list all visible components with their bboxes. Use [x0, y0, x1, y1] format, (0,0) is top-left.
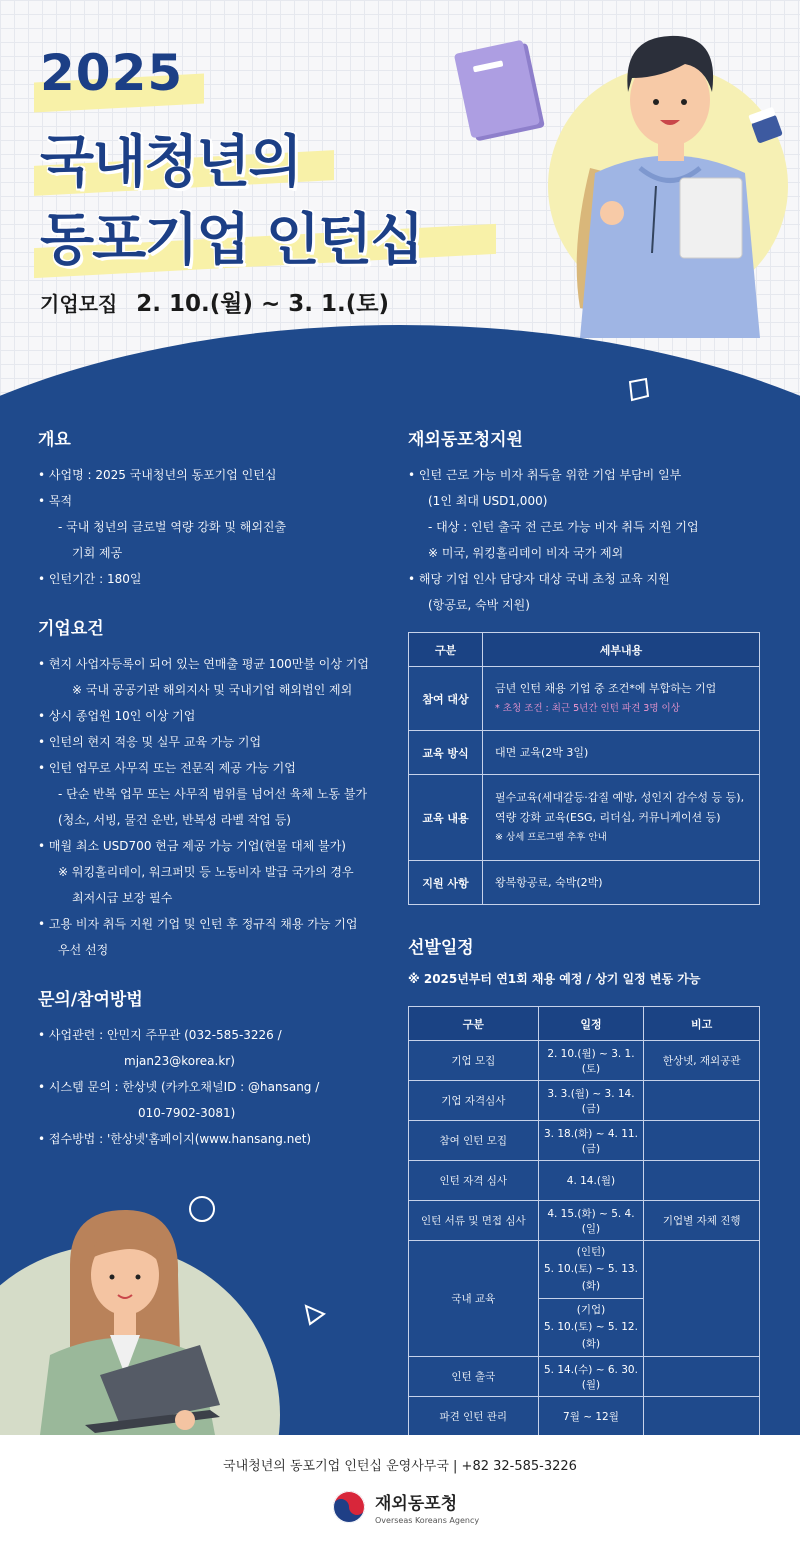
section-title-overview: 개요 [38, 430, 71, 450]
schedule-date [538, 1241, 644, 1299]
contact-phone: 010-7902-3081) [138, 1106, 236, 1120]
agency-name [375, 1489, 479, 1525]
support-detail-table [408, 632, 760, 905]
table-key-cell: 교육 내용 [409, 775, 483, 861]
table-header-cell: 구분 [409, 633, 483, 667]
hero-year: 2025 [40, 44, 184, 102]
overview-subitem: - 국내 청년의 글로벌 역량 강화 및 해외진출 [58, 520, 287, 534]
schedule-date: 3. 3.(월) ~ 3. 14.(금) [538, 1081, 644, 1121]
schedule-date: 2. 10.(월) ~ 3. 1.(토) [538, 1041, 644, 1081]
table-value-text: 금년 인턴 채용 기업 중 조건*에 부합하는 기업 [495, 681, 717, 695]
schedule-date: 4. 14.(월) [538, 1161, 644, 1201]
table-row [409, 1121, 760, 1161]
schedule-remark [644, 1357, 760, 1397]
support-item: • 해당 기업 인사 담당자 대상 국내 초청 교육 지원 [408, 566, 764, 592]
circle-decoration [189, 1196, 215, 1222]
requirement-item: • 매월 최소 USD700 현금 제공 가능 기업(현물 대체 불가) [38, 833, 378, 859]
contact-item: • 사업관련 : 안민지 주무관 (032-585-3226 / [38, 1022, 378, 1048]
left-column [38, 425, 378, 1152]
footer-contact-text: 국내청년의 동포기업 인턴십 운영사무국 | +82 32-585-3226 [223, 1459, 577, 1474]
contact-website[interactable]: • 접수방법 : '한상넷'홈페이지(www.hansang.net) [38, 1126, 378, 1152]
schedule-date: 3. 18.(화) ~ 4. 11.(금) [538, 1121, 644, 1161]
schedule-remark: 한상넷, 재외공관 [644, 1041, 760, 1081]
table-row [409, 667, 760, 731]
schedule-remark [644, 1121, 760, 1161]
schedule-category: 인턴 자격 심사 [409, 1161, 539, 1201]
requirement-note: ※ 워킹홀리데이, 워크퍼밋 등 노동비자 발급 국가의 경우 [58, 865, 354, 879]
table-row [409, 1397, 760, 1437]
table-row [409, 1357, 760, 1397]
footer [0, 1435, 800, 1545]
diamond-decoration-icon [624, 376, 652, 404]
table-key-cell: 교육 방식 [409, 731, 483, 775]
requirement-subitem: - 단순 반복 업무 또는 사무직 범위를 넘어선 육체 노동 불가 [58, 787, 368, 801]
hero-banner [0, 0, 800, 400]
requirement-note: ※ 국내 공공기관 해외지사 및 국내기업 해외법인 제외 [72, 683, 353, 697]
requirement-item: • 인턴 업무로 사무직 또는 전문직 제공 가능 기업 [38, 755, 378, 781]
support-subitem: - 대상 : 인턴 출국 전 근로 가능 비자 취득 지원 기업 [428, 520, 699, 534]
schedule-category: 기업 모집 [409, 1041, 539, 1081]
schedule-category: 인턴 출국 [409, 1357, 539, 1397]
requirement-note: 최저시급 보장 필수 [72, 891, 173, 905]
table-value-note: * 초청 조건 : 최근 5년간 인턴 파견 3명 이상 [495, 702, 680, 714]
schedule-date-label: (인턴) [576, 1246, 606, 1258]
schedule-category: 참여 인턴 모집 [409, 1121, 539, 1161]
support-subitem: (1인 최대 USD1,000) [428, 494, 548, 508]
schedule-date [538, 1299, 644, 1357]
schedule-remark [644, 1241, 760, 1357]
table-row [409, 1041, 760, 1081]
hero-title-line2: 동포기업 인턴십 [40, 208, 423, 273]
requirement-item: • 인턴의 현지 적응 및 실무 교육 가능 기업 [38, 729, 378, 755]
triangle-decoration-icon [302, 1302, 328, 1328]
schedule-remark: 기업별 자체 진행 [644, 1201, 760, 1241]
table-header-cell: 비고 [644, 1007, 760, 1041]
table-value-text: 역량 강화 교육(ESG, 리더십, 커뮤니케이션 등) [495, 810, 721, 824]
table-row [409, 1161, 760, 1201]
overview-item: • 사업명 : 2025 국내청년의 동포기업 인턴십 [38, 462, 378, 488]
requirement-subitem: (청소, 서빙, 물건 운반, 반복성 라벨 작업 등) [58, 813, 291, 827]
book-icon [454, 40, 540, 139]
support-subitem: (항공료, 숙박 지원) [428, 598, 530, 612]
table-value-note: ※ 상세 프로그램 추후 안내 [495, 831, 607, 843]
table-key-cell: 지원 사항 [409, 861, 483, 905]
right-column [408, 425, 764, 1437]
schedule-remark [644, 1397, 760, 1437]
table-header-row [409, 633, 760, 667]
schedule-date-value: 5. 10.(토) ~ 5. 13.(화) [544, 1263, 638, 1292]
schedule-date: 7월 ~ 12월 [538, 1397, 644, 1437]
table-key-cell: 참여 대상 [409, 667, 483, 731]
table-header-cell: 구분 [409, 1007, 539, 1041]
schedule-category: 기업 자격심사 [409, 1081, 539, 1121]
overview-item: • 인턴기간 : 180일 [38, 566, 378, 592]
schedule-category: 인턴 서류 및 면접 심사 [409, 1201, 539, 1241]
schedule-remark [644, 1161, 760, 1201]
table-value-cell: 왕복항공료, 숙박(2박) [483, 861, 760, 905]
schedule-table [408, 1006, 760, 1437]
schedule-date: 4. 15.(화) ~ 5. 4.(일) [538, 1201, 644, 1241]
schedule-category: 파견 인턴 관리 [409, 1397, 539, 1437]
table-value-cell: 대면 교육(2박 3일) [483, 731, 760, 775]
agency-name-english: Overseas Koreans Agency [375, 1516, 480, 1525]
schedule-category: 국내 교육 [409, 1241, 539, 1357]
contact-email[interactable]: mjan23@korea.kr) [124, 1054, 235, 1068]
schedule-remark [644, 1081, 760, 1121]
table-row [409, 861, 760, 905]
main-content [0, 400, 800, 1435]
table-row [409, 731, 760, 775]
agency-logo [333, 1487, 479, 1527]
requirement-item: • 현지 사업자등록이 되어 있는 연매출 평균 100만불 이상 기업 [38, 651, 378, 677]
section-title-schedule: 선발일정 [408, 938, 474, 958]
table-value-text: 필수교육(세대갈등·갑질 예방, 성인지 감수성 등 등), [495, 790, 745, 804]
section-title-support: 재외동포청지원 [408, 430, 523, 450]
requirement-subitem: 우선 선정 [58, 943, 109, 957]
hero-title-line1: 국내청년의 [40, 130, 301, 195]
student-girl-illustration [30, 1205, 230, 1435]
overview-subitem: 기회 제공 [72, 546, 123, 560]
taegeuk-logo-icon [333, 1491, 365, 1523]
schedule-date-label: (기업) [576, 1304, 606, 1316]
support-note: ※ 미국, 워킹홀리데이 비자 국가 제외 [428, 546, 624, 560]
schedule-note: ※ 2025년부터 연1회 채용 예정 / 상기 일정 변동 가능 [408, 972, 701, 986]
table-row [409, 1081, 760, 1121]
support-item: • 인턴 근로 가능 비자 취득을 위한 기업 부담비 일부 [408, 462, 764, 488]
section-title-contact: 문의/참여방법 [38, 990, 143, 1010]
schedule-date: 5. 14.(수) ~ 6. 30.(월) [538, 1357, 644, 1397]
table-value-cell [483, 667, 760, 731]
recruit-label: 기업모집 [40, 292, 118, 316]
table-row [409, 1201, 760, 1241]
table-value-cell [483, 775, 760, 861]
overview-item: • 목적 [38, 488, 378, 514]
requirement-item: • 고용 비자 취득 지원 기업 및 인턴 후 정규직 채용 가능 기업 [38, 911, 378, 937]
table-row [409, 1241, 760, 1299]
table-row [409, 775, 760, 861]
table-header-cell: 일정 [538, 1007, 644, 1041]
contact-item: • 시스템 문의 : 한상넷 (카카오채널ID : @hansang / [38, 1074, 378, 1100]
schedule-date-value: 5. 10.(토) ~ 5. 12.(화) [544, 1321, 638, 1350]
requirement-item: • 상시 종업원 10인 이상 기업 [38, 703, 378, 729]
recruit-period [40, 285, 389, 318]
student-boy-illustration [560, 18, 780, 358]
table-header-row [409, 1007, 760, 1041]
table-header-cell: 세부내용 [483, 633, 760, 667]
recruit-dates: 2. 10.(월) ~ 3. 1.(토) [136, 291, 389, 317]
section-title-requirements: 기업요건 [38, 619, 104, 639]
agency-name-korean: 재외동포청 [375, 1494, 458, 1514]
